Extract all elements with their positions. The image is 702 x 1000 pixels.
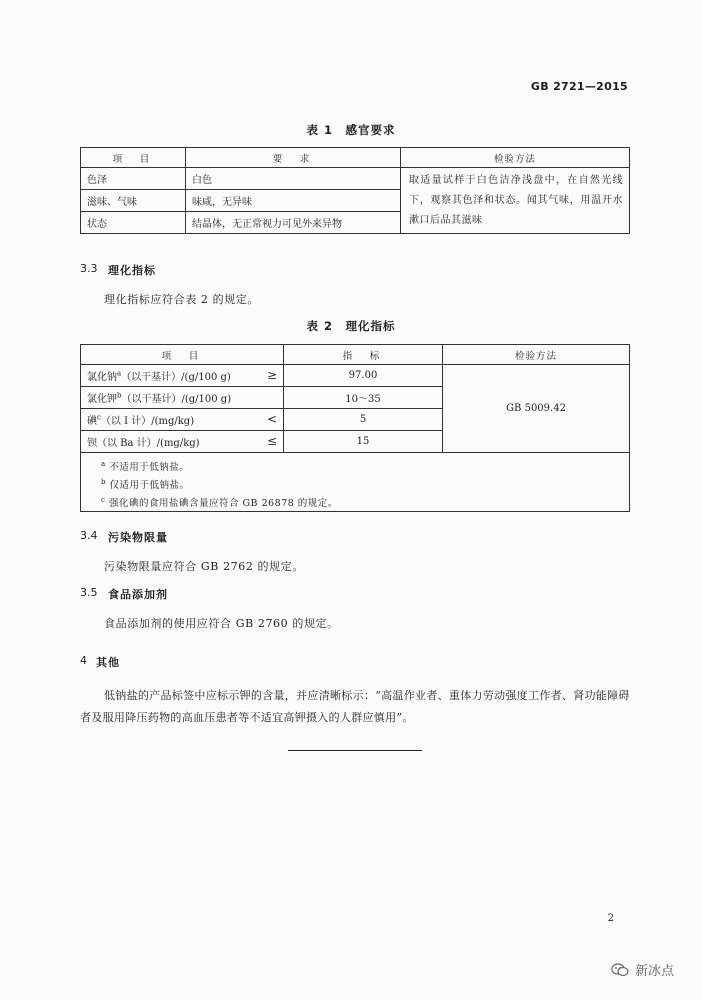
section-3-3-heading	[80, 262, 380, 278]
section-3-4-text: 污染物限量应符合 GB 2762 的规定。	[104, 560, 304, 573]
table1-cell-item: 状态	[81, 212, 186, 234]
footnote	[81, 455, 629, 473]
footnote-mark: b	[101, 478, 106, 486]
section-title: 食品添加剂	[108, 588, 168, 601]
item-basis: （以 I 计）/(mg/kg)	[100, 416, 195, 427]
operator: <	[266, 412, 277, 426]
section-3-5-text: 食品添加剂的使用应符合 GB 2760 的规定。	[104, 617, 339, 630]
table2-caption: 表 2 理化指标	[306, 319, 396, 333]
footnote-mark: b	[117, 391, 122, 400]
operator: ≤	[266, 434, 277, 448]
item-basis: （以干基计）/(g/100 g)	[121, 372, 231, 383]
table1-cell-requirement: 味咸，无异味	[186, 190, 401, 212]
table2-cell-value: 10～35	[284, 387, 443, 409]
item-name: 氯化钾	[87, 394, 117, 405]
footnote-mark: c	[101, 496, 106, 504]
page-number: 2	[607, 913, 614, 924]
table2-cell-item	[81, 431, 284, 453]
section-3-4-heading	[80, 529, 380, 545]
table2-header-value: 指 标	[284, 345, 443, 365]
table1-caption: 表 1 感官要求	[306, 123, 396, 137]
footnote-text: 不适用于低钠盐。	[109, 462, 190, 474]
table1-cell-method: 取适量试样于白色洁净浅盘中，在自然光线下，观察其色泽和状态。闻其气味，用温开水漱口后品其滋味	[401, 168, 630, 234]
table2	[80, 344, 630, 512]
item-name: 氯化钠	[87, 372, 117, 383]
table1-header-item: 项 目	[81, 148, 186, 168]
table-row	[81, 168, 630, 190]
item-basis: （以干基计）/(g/100 g)	[121, 394, 232, 405]
table2-cell-value: 97.00	[284, 365, 443, 387]
table1-cell-item: 色泽	[81, 168, 186, 190]
item-basis: （以 Ba 计）/(mg/kg)	[97, 438, 200, 449]
end-rule	[288, 750, 422, 751]
section-number: 3.5	[80, 586, 98, 599]
table2-cell-item	[81, 365, 284, 387]
operator: ≥	[266, 368, 277, 382]
footnote-mark: a	[101, 460, 106, 468]
section-number: 4	[80, 654, 87, 667]
section-title: 污染物限量	[108, 531, 168, 544]
table1-cell-requirement: 结晶体，无正常视力可见外来异物	[186, 212, 401, 234]
table2-cell-item	[81, 409, 284, 431]
section-title: 理化指标	[108, 264, 156, 277]
wechat-icon	[611, 963, 629, 977]
section-3-5-heading	[80, 586, 380, 602]
watermark	[611, 960, 674, 979]
section-number: 3.3	[80, 262, 98, 275]
table1-header-requirement: 要 求	[186, 148, 401, 168]
table2-cell-value: 15	[284, 431, 443, 453]
item-name: 碘	[87, 416, 97, 427]
section-3-3-text: 理化指标应符合表 2 的规定。	[104, 293, 259, 306]
table1-cell-requirement: 白色	[186, 168, 401, 190]
table-row	[81, 365, 630, 387]
section-number: 3.4	[80, 529, 98, 542]
footnote-mark: a	[117, 369, 122, 378]
item-name: 钡	[87, 438, 97, 449]
standard-id: GB 2721—2015	[530, 80, 628, 93]
table1-header-method: 检验方法	[401, 148, 630, 168]
table2-cell-value: 5	[284, 409, 443, 431]
footnote-mark: c	[97, 413, 101, 422]
table2-cell-item	[81, 387, 284, 409]
section-4-text: 低钠盐的产品标签中应标示钾的含量，并应清晰标示：“高温作业者、重体力劳动强度工作者、肾功能障碍者及服用降压药物的高血压患者等不适宜高钾摄入的人群应慎用”。	[80, 689, 630, 724]
footnote-text: 仅适用于低钠盐。	[109, 480, 190, 492]
footnote	[81, 473, 629, 491]
table1	[80, 147, 630, 234]
footnote	[81, 491, 629, 509]
table2-footnotes	[81, 453, 630, 512]
table2-header-item: 项 目	[81, 345, 284, 365]
table1-cell-item: 滋味、气味	[81, 190, 186, 212]
table2-header-method: 检验方法	[443, 345, 630, 365]
section-4-heading	[80, 654, 380, 670]
table2-cell-method: GB 5009.42	[443, 365, 630, 453]
watermark-text: 新冰点	[634, 964, 674, 979]
footnote-text: 强化碘的食用盐碘含量应符合 GB 26878 的规定。	[108, 498, 338, 510]
section-title: 其他	[96, 656, 120, 669]
